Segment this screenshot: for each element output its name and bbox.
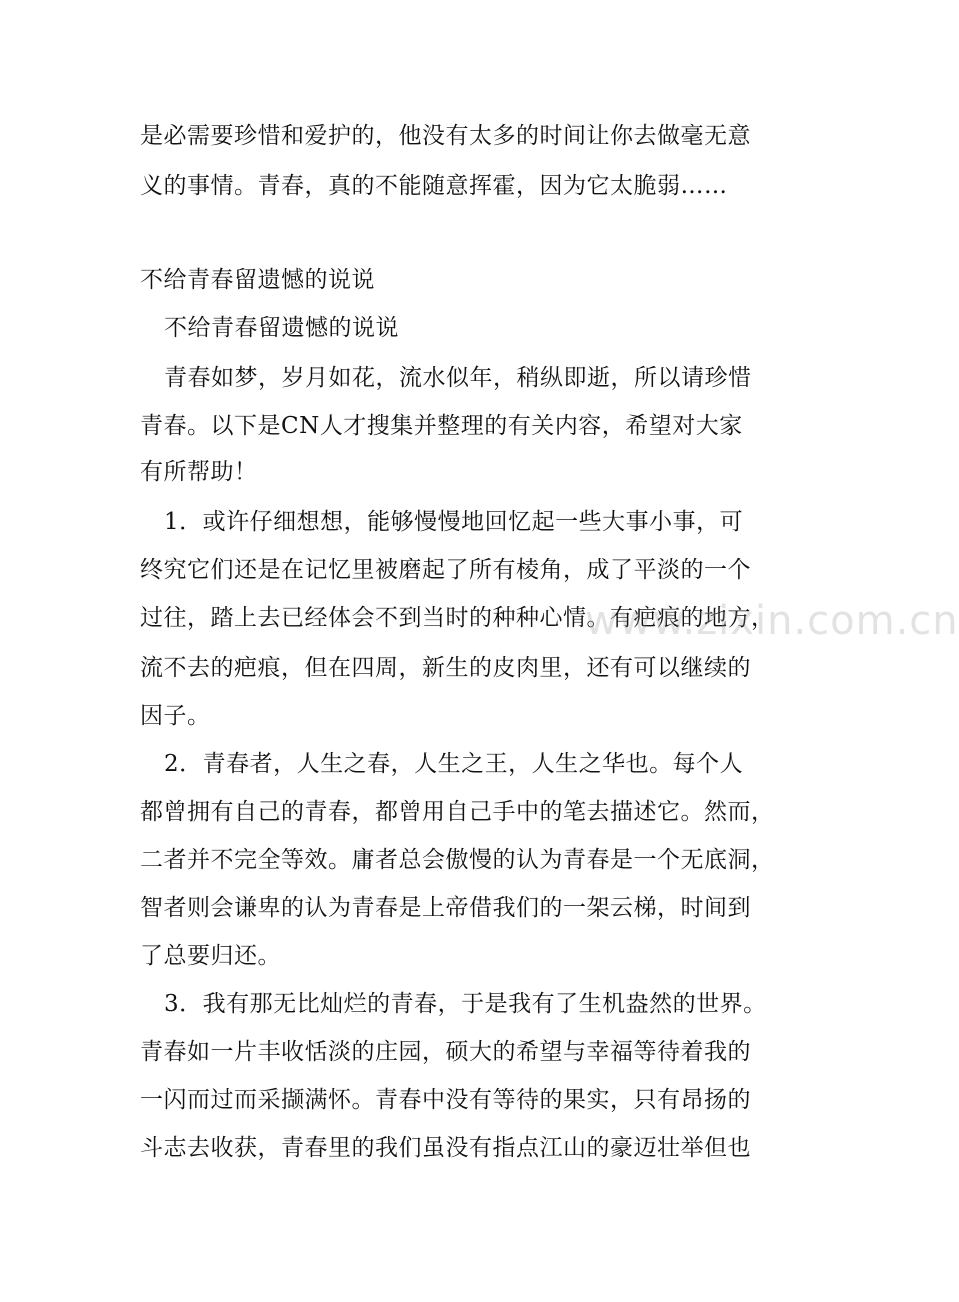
item2-line-5: 了总要归还。: [140, 943, 281, 969]
item2-line-4: 智者则会谦卑的认为青春是上帝借我们的一架云梯，时间到: [140, 895, 751, 921]
intro-line-1: 是必需要珍惜和爱护的，他没有太多的时间让你去做毫无意: [140, 123, 751, 149]
article-title: 不给青春留遗憾的说说: [164, 315, 399, 341]
section-heading: 不给青春留遗憾的说说: [140, 267, 375, 293]
item3-line-3: 一闪而过而采撷满怀。青春中没有等待的果实，只有昂扬的: [140, 1087, 751, 1113]
item1-line-5: 因子。: [140, 703, 211, 729]
item2-line-2: 都曾拥有自己的青春，都曾用自己手中的笔去描述它。然而，: [140, 799, 775, 825]
item1-line-1: 1．或许仔细想想，能够慢慢地回忆起一些大事小事，可: [164, 509, 744, 535]
item1-line-2: 终究它们还是在记忆里被磨起了所有棱角，成了平淡的一个: [140, 557, 751, 583]
lead-line-2: 青春。以下是CN人才搜集并整理的有关内容，希望对大家: [140, 413, 743, 439]
item1-line-4: 流不去的疤痕，但在四周，新生的皮肉里，还有可以继续的: [140, 655, 751, 681]
item3-line-2: 青春如一片丰收恬淡的庄园，硕大的希望与幸福等待着我的: [140, 1039, 751, 1065]
item1-line-3: 过往，踏上去已经体会不到当时的种种心情。有疤痕的地方，: [140, 605, 775, 631]
intro-line-2: 义的事情。青春，真的不能随意挥霍，因为它太脆弱……: [140, 173, 728, 199]
lead-line-3: 有所帮助！: [140, 459, 258, 485]
item3-line-1: 3．我有那无比灿烂的青春，于是我有了生机盎然的世界。: [164, 991, 767, 1017]
item2-line-1: 2．青春者，人生之春，人生之王，人生之华也。每个人: [164, 751, 744, 777]
lead-line-1: 青春如梦，岁月如花，流水似年，稍纵即逝，所以请珍惜: [164, 365, 752, 391]
item2-line-3: 二者并不完全等效。庸者总会傲慢的认为青春是一个无底洞，: [140, 847, 775, 873]
item3-line-4: 斗志去收获，青春里的我们虽没有指点江山的豪迈壮举但也: [140, 1135, 751, 1161]
watermark: www.zixin.com.cn: [585, 598, 959, 644]
